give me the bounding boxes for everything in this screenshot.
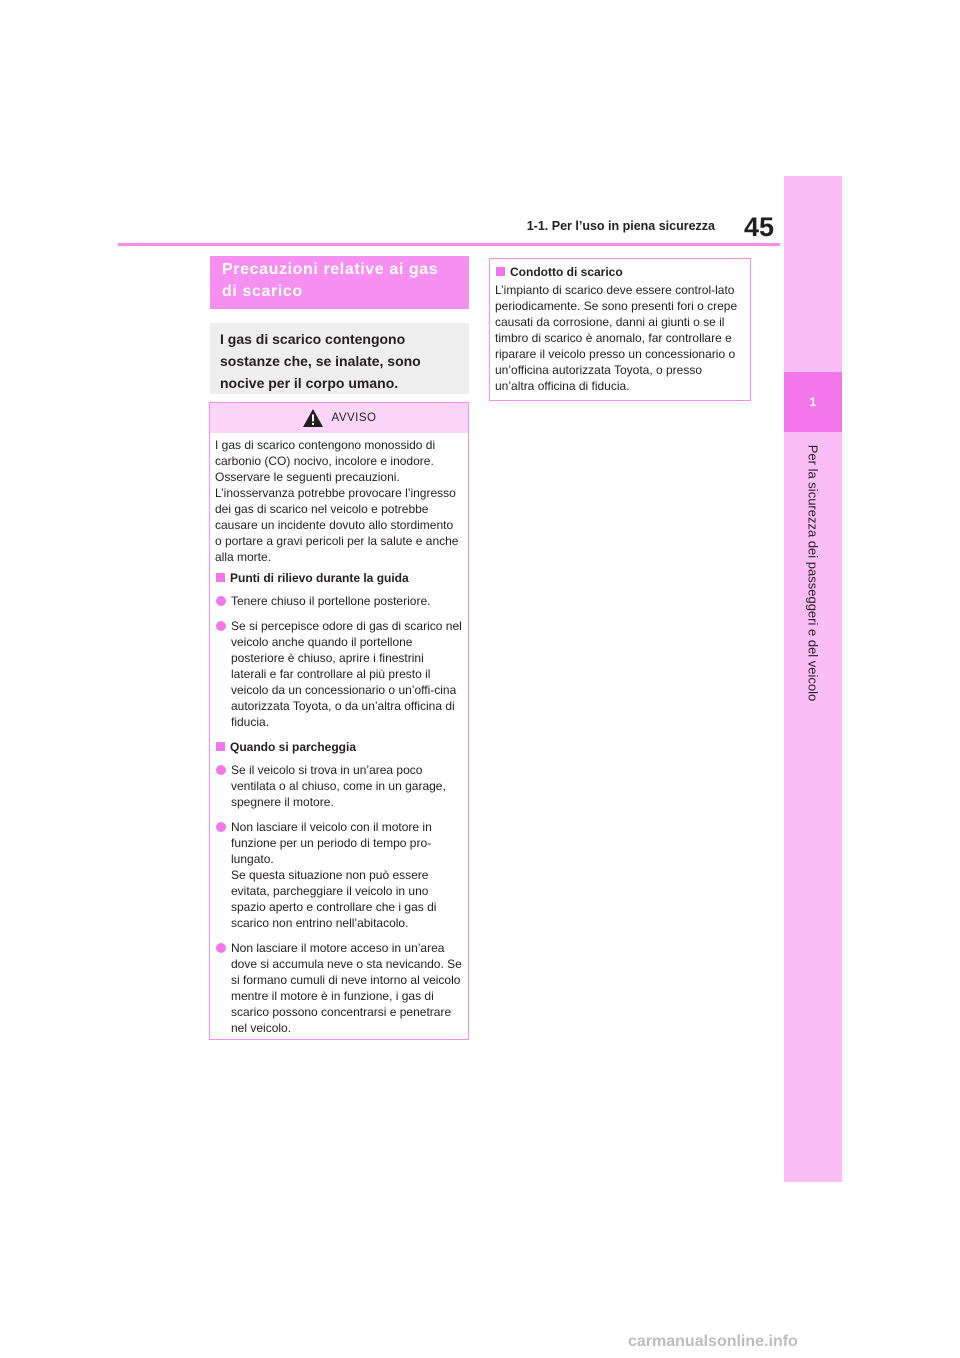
page-number: 45 xyxy=(744,212,775,242)
watermark: carmanualsonline.info xyxy=(628,1333,798,1350)
warning-subheading xyxy=(215,570,462,586)
square-bullet-icon xyxy=(496,267,505,276)
chapter-number: 1 xyxy=(809,395,817,409)
chapter-number-tab xyxy=(784,372,842,432)
exhaust-pipe-box xyxy=(489,258,751,401)
list-item xyxy=(215,762,462,810)
circle-bullet-icon xyxy=(216,596,226,606)
circle-bullet-icon xyxy=(216,822,226,832)
warning-title: AVVISO xyxy=(331,412,377,424)
list-item-text: Se il veicolo si trova in un’area poco ventilata o al chiuso, come in un garage, spegnere il motore. xyxy=(231,763,446,809)
list-item xyxy=(215,819,462,931)
warning-intro: I gas di scarico contengono monossido di carbonio (CO) nocivo, incolore e inodore. Osservare le seguenti precauzioni. L’inosservanza potrebbe provocare l’ingresso dei gas di scarico nel veicolo e potrebbe causare un incidente dovuto allo stordimento o portare a gravi pericoli per la salute e anche alla morte. xyxy=(215,438,459,564)
section-intro: I gas di scarico contengono sostanze che, se inalate, sono nocive per il corpo umano. xyxy=(210,323,469,394)
subheading-text: Condotto di scarico xyxy=(510,265,623,279)
exhaust-text: L’impianto di scarico deve essere control-lato periodicamente. Se sono presenti fori o crepe causati da corrosione, danni ai giunti o se il timbro di scarico è anomalo, far controllare e riparare il veicolo presso un concessionario o un’officina autorizzata Toyota, o presso un’altra officina di fiducia. xyxy=(495,283,738,393)
list-item-text: Tenere chiuso il portellone posteriore. xyxy=(231,594,431,608)
square-bullet-icon xyxy=(216,573,225,582)
list-item xyxy=(215,593,462,609)
subheading-text: Quando si parcheggia xyxy=(230,740,357,754)
list-item-text: Non lasciare il veicolo con il motore in funzione per un periodo di tempo pro-lungato. Se questa situazione non può essere evitata, parcheggiare il veicolo in uno spazio aperto e controllare che i gas di scarico non entrino nell’abitacolo. xyxy=(231,820,437,930)
chapter-title: Per la sicurezza dei passeggeri e del veicolo xyxy=(805,444,821,702)
warning-subheading xyxy=(215,739,462,755)
square-bullet-icon xyxy=(216,742,225,751)
circle-bullet-icon xyxy=(216,765,226,775)
warning-box xyxy=(209,402,469,1040)
list-item xyxy=(215,618,462,730)
section-header: 1-1. Per l’uso in piena sicurezza xyxy=(526,219,715,233)
circle-bullet-icon xyxy=(216,943,226,953)
subheading-text: Punti di rilievo durante la guida xyxy=(230,571,409,585)
header-rule xyxy=(118,243,780,246)
list-item-text: Se si percepisce odore di gas di scarico nel veicolo anche quando il portellone posteriore è chiuso, aprire i finestrini laterali e far controllare al più presto il veicolo da un concessionario o un’offi-cina autorizzata Toyota, o da un’altra officina di fiducia. xyxy=(231,619,462,729)
section-title: Precauzioni relative ai gas di scarico xyxy=(210,256,469,309)
circle-bullet-icon xyxy=(216,621,226,631)
list-item-text: Non lasciare il motore acceso in un’area dove si accumula neve o sta nevicando. Se si formano cumuli di neve intorno al veicolo mentre il motore è in funzione, i gas di scarico possono concentrarsi e penetrare nel veicolo. xyxy=(231,941,462,1035)
exhaust-subheading xyxy=(495,264,744,280)
warning-header xyxy=(210,403,468,433)
warning-triangle-icon xyxy=(302,408,324,428)
list-item xyxy=(215,940,462,1036)
warning-body xyxy=(210,433,468,1036)
